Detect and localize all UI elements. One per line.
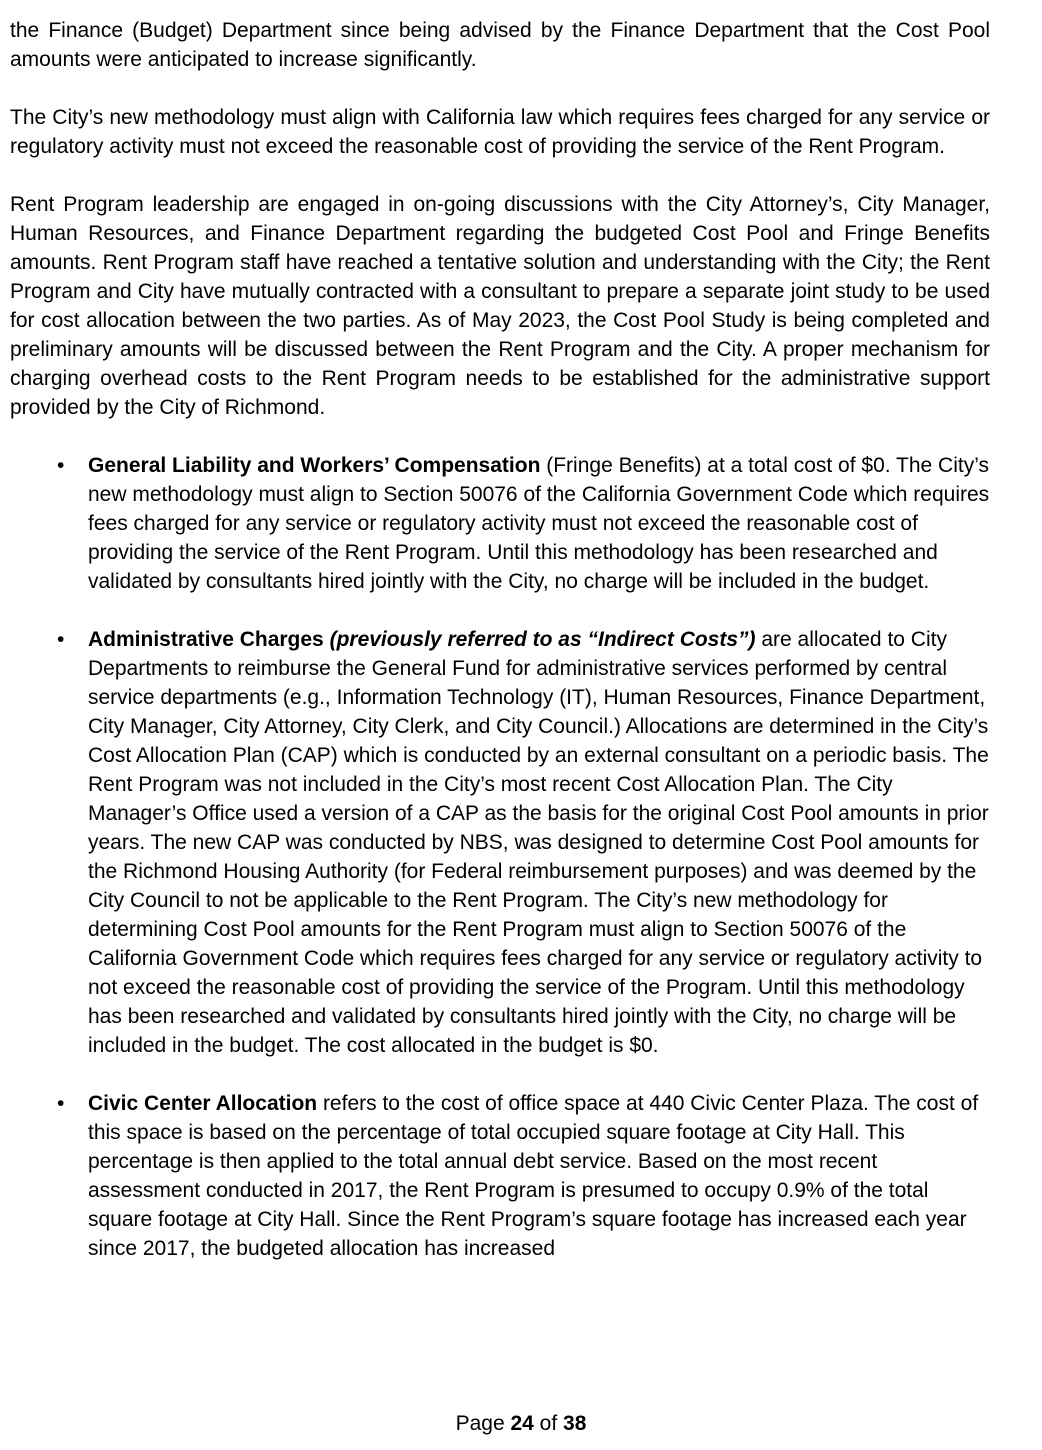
bullet-marker: • — [57, 454, 65, 477]
bullet-body: are allocated to City Departments to reimburse the General Fund for administrative services performed by central service departments (e.g., Information Technology (IT), Human Resources, Finance Department, City Manager, City Attorney, City Clerk, and City Council.) Allocations are determined in the City’s Cost Allocation Plan (CAP) which is conducted by an external consultant on a periodic basis. The Rent Program was not included in the City’s most recent Cost Allocation Plan. The City Manager’s Office used a version of a CAP as the basis for the original Cost Pool amounts in prior years. The new CAP was conducted by NBS, was designed to determine Cost Pool amounts for the Richmond Housing Authority (for Federal reimbursement purposes) and was deemed by the City Council to not be applicable to the Rent Program. The City’s new methodology for determining Cost Pool amounts for the Rent Program must align to Section 50076 of the California Government Code which requires fees charged for any service or regulatory activity to not exceed the reasonable cost of providing the service of the Program. Until this methodology has been researched and validated by consultants hired jointly with the City, no charge will be included in the budget. The cost allocated in the budget is $0. — [88, 628, 989, 1057]
bullet-marker: • — [57, 628, 65, 651]
footer-page-number: 24 — [510, 1412, 534, 1435]
bullet-body: refers to the cost of office space at 440 Civic Center Plaza. The cost of this space is based on the percentage of total occupied square footage at City Hall. This percentage is then applied to the total annual debt service. Based on the most recent assessment conducted in 2017, the Rent Program is presumed to occupy 0.9% of the total square footage at City Hall. Since the Rent Program’s square footage has increased each year since 2017, the budgeted allocation has increased — [88, 1092, 979, 1260]
bullet-body: (Fringe Benefits) at a total cost of $0. The City’s new methodology must align to Section 50076 of the California Government Code which requires fees charged for any service or regulatory activity must not exceed the reasonable cost of providing the service of the Rent Program. Until this methodology has been researched and validated by consultants hired jointly with the City, no charge will be included in the budget. — [88, 454, 990, 593]
page-footer — [0, 1409, 1042, 1438]
bullet-item-administrative-charges — [10, 625, 990, 1060]
bullet-item-civic-center-allocation — [10, 1089, 990, 1263]
footer-total-pages: 38 — [563, 1412, 587, 1435]
paragraph-methodology: The City’s new methodology must align with California law which requires fees charged for any service or regulatory activity must not exceed the reasonable cost of providing the service of the Rent Program. — [10, 106, 990, 158]
bullet-item-general-liability — [10, 451, 990, 596]
paragraph-finance-dept: the Finance (Budget) Department since being advised by the Finance Department that the Cost Pool amounts were anticipated to increase significantly. — [10, 19, 990, 71]
bullet-lead: Civic Center Allocation — [88, 1092, 318, 1115]
bullet-lead-italic: (previously referred to as “Indirect Costs”) — [329, 628, 756, 651]
bullet-list — [10, 451, 990, 1263]
paragraph-leadership: Rent Program leadership are engaged in on-going discussions with the City Attorney’s, City Manager, Human Resources, and Finance Department regarding the budgeted Cost Pool and Fringe Benefits amounts. Rent Program staff have reached a tentative solution and understanding with the City; the Rent Program and City have mutually contracted with a consultant to prepare a separate joint study to be used for cost allocation between the two parties. As of May 2023, the Cost Pool Study is being completed and preliminary amounts will be discussed between the Rent Program and the City. A proper mechanism for charging overhead costs to the Rent Program needs to be established for the administrative support provided by the City of Richmond. — [10, 193, 990, 419]
bullet-lead: General Liability and Workers’ Compensation — [88, 454, 541, 477]
bullet-lead: Administrative Charges — [88, 628, 330, 651]
footer-of-label: of — [533, 1412, 564, 1435]
bullet-marker: • — [57, 1092, 65, 1115]
footer-page-label: Page — [455, 1412, 511, 1435]
